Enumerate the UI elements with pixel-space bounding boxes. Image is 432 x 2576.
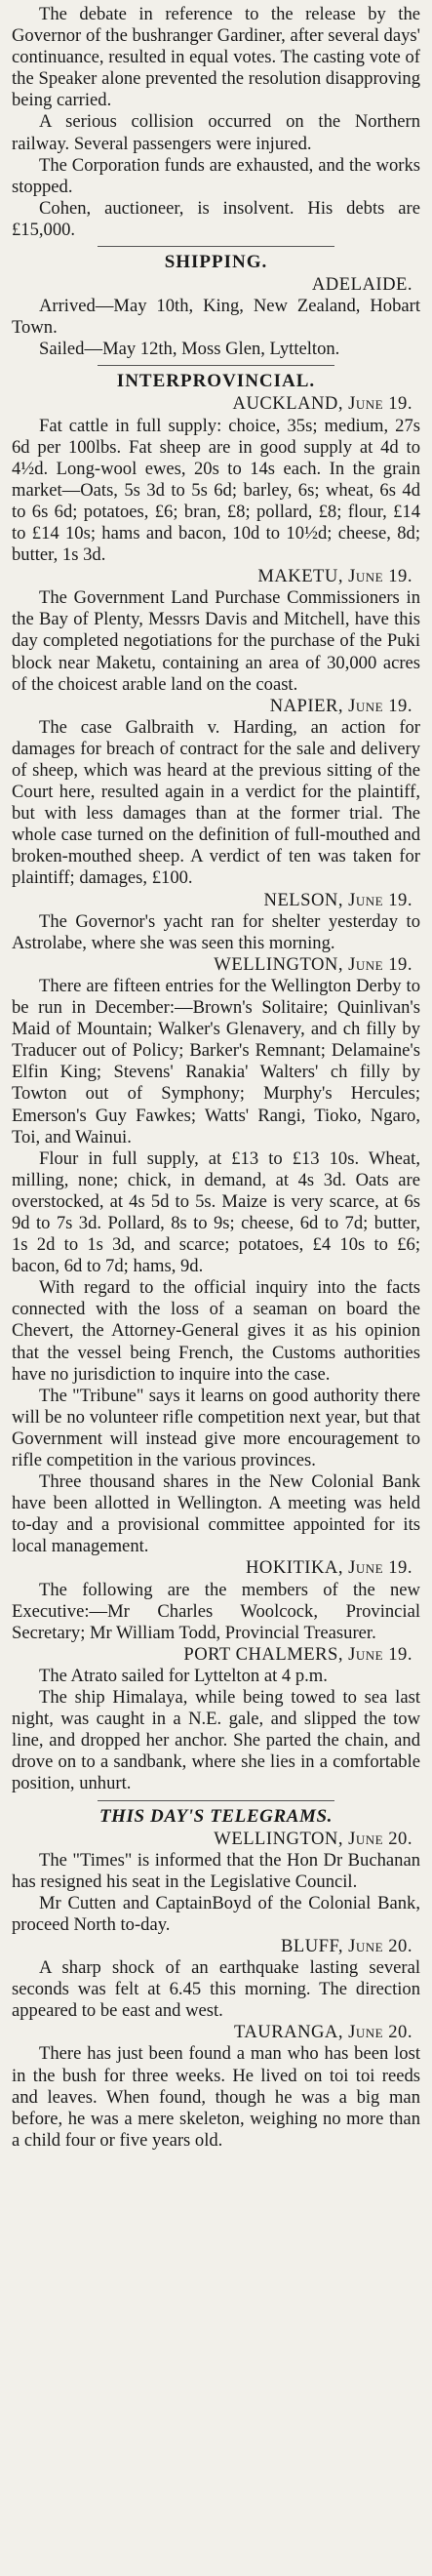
news-paragraph: The debate in reference to the release by the Governor of the bushranger Gardiner, after several days' continuance, resulted in equal votes. The casting vote of the Speaker alone prevented the resolution disapproving being carried.	[12, 4, 420, 111]
news-paragraph: A sharp shock of an earthquake lasting several seconds was felt at 6.45 this morning. The direction appeared to be east and west.	[12, 1957, 420, 2022]
dateline: HOKITIKA, June 19.	[245, 1557, 412, 1579]
section-heading: SHIPPING.	[164, 252, 268, 273]
dateline: BLUFF, June 20.	[280, 1935, 412, 1956]
dateline: ADELAIDE.	[311, 274, 412, 296]
news-paragraph: Arrived—May 10th, King, New Zealand, Hobart Town.	[12, 296, 420, 339]
news-paragraph: Cohen, auctioneer, is insolvent. His debts are £15,000.	[12, 197, 420, 240]
dateline: AUCKLAND, June 19.	[232, 393, 412, 415]
section-divider	[98, 1800, 334, 1801]
news-paragraph: With regard to the official inquiry into the facts connected with the loss of a seaman on board the Chevert, the Attorney-General gives it as his opinion that the vessel being French, the Customs authorities have no jurisdiction to inquire into the case.	[12, 1277, 420, 1385]
news-paragraph: The ship Himalaya, while being towed to sea last night, was caught in a N.E. gale, and slipped the tow line, and dropped her anchor. She parted the chain, and drove on to a sandbank, where she lies in a comfortable position, unhurt.	[12, 1687, 420, 1794]
dateline: MAKETU, June 19.	[257, 566, 412, 587]
news-paragraph: The following are the members of the new Executive:—Mr Charles Woolcock, Provincial Secretary; Mr William Todd, Provincial Treasurer.	[12, 1579, 420, 1643]
section-divider	[98, 365, 334, 366]
news-paragraph: The case Galbraith v. Harding, an action for damages for breach of contract for the sale and delivery of sheep, which was heard at the previous sitting of the Court here, resulted again in a verdict for the plaintiff, but with less damages than at the former trial. The whole case turned on the definition of full-mouthed and broken-mouthed sheep. A verdict of ten was taken for plaintiff; damages, £100.	[12, 716, 420, 889]
news-paragraph: Sailed—May 12th, Moss Glen, Lyttelton.	[39, 339, 340, 360]
section-heading: INTERPROVINCIAL.	[116, 371, 316, 392]
section-heading: THIS DAY'S TELEGRAMS.	[98, 1805, 334, 1827]
news-paragraph: A serious collision occurred on the Northern railway. Several passengers were injured.	[12, 111, 420, 154]
dateline: PORT CHALMERS, June 19.	[183, 1643, 412, 1665]
news-paragraph: Three thousand shares in the New Colonial Bank have been allotted in Wellington. A meeting was held to-day and a provisional committee appointed for its local management.	[12, 1471, 420, 1557]
news-paragraph: Mr Cutten and CaptainBoyd of the Colonial Bank, proceed North to-day.	[12, 1892, 420, 1935]
news-paragraph: Flour in full supply, at £13 to £13 10s. Wheat, milling, none; chick, in demand, at 4s 3d. Oats are overstocked, at 4s 5d to 5s. Maize is very scarce, at 6s 9d to 7s 3d. Pollard, 8s to 9s; cheese, 6d to 7d; butter, 1s 2d to 1s 3d, and scarce; potatoes, £4 10s to £6; bacon, 6d to 7d; hams, 9d.	[12, 1147, 420, 1277]
news-paragraph: The Government Land Purchase Commissioners in the Bay of Plenty, Messrs Davis and Mitchell, have this day completed negotiations for the purchase of the Puki block near Maketu, containing an area of 30,000 acres of the choicest arable land on the coast.	[12, 587, 420, 695]
news-paragraph: The Corporation funds are exhausted, and the works stopped.	[12, 154, 420, 197]
news-paragraph: There has just been found a man who has been lost in the bush for three weeks. He lived on toi toi reeds and leaves. When found, though he was a big man before, he was a mere skeleton, weighing no more than a child four or five years old.	[12, 2043, 420, 2151]
news-paragraph: The Governor's yacht ran for shelter yesterday to Astrolabe, where she was seen this morning.	[12, 910, 420, 953]
news-paragraph: The "Tribune" says it learns on good authority there will be no volunteer rifle competition next year, but that Government will instead give more encouragement to rifle competition in the various provinces.	[12, 1385, 420, 1470]
news-paragraph: Fat cattle in full supply: choice, 35s; medium, 27s 6d per 100lbs. Fat sheep are in good supply at 4d to 4½d. Long-wool ewes, 20s to 14s each. In the grain market—Oats, 5s 3d to 5s 6d; barley, 6s; wheat, 6s 4d to 6s 6d; potatoes, £6; bran, £8; pollard, £8; flour, £14 to £14 10s; hams and bacon, 10d to 10½d; cheese, 8d; butter, 1s 3d.	[12, 415, 420, 566]
news-paragraph: The Atrato sailed for Lyttelton at 4 p.m.	[39, 1665, 328, 1686]
dateline: NELSON, June 19.	[263, 889, 412, 910]
news-paragraph: The "Times" is informed that the Hon Dr Buchanan has resigned his seat in the Legislative Council.	[12, 1849, 420, 1892]
dateline: TAURANGA, June 20.	[234, 2022, 412, 2043]
dateline: NAPIER, June 19.	[269, 695, 412, 716]
dateline: WELLINGTON, June 20.	[214, 1828, 412, 1849]
dateline: WELLINGTON, June 19.	[214, 953, 412, 975]
news-paragraph: There are fifteen entries for the Wellington Derby to be run in December:—Brown's Solitaire; Quinlivan's Maid of Mountain; Walker's Glenavery, and ch filly by Traducer out of Policy; Barker's Remnant; Delamaine's Elfin King; Stevens' Ranakia' Walters' ch filly by Towton out of Symphony; Murphy's Hercules; Emerson's Guy Fawkes; Watts' Rangi, Tioko, Ngaro, Toi, and Wainui.	[12, 975, 420, 1147]
section-divider	[98, 246, 334, 247]
